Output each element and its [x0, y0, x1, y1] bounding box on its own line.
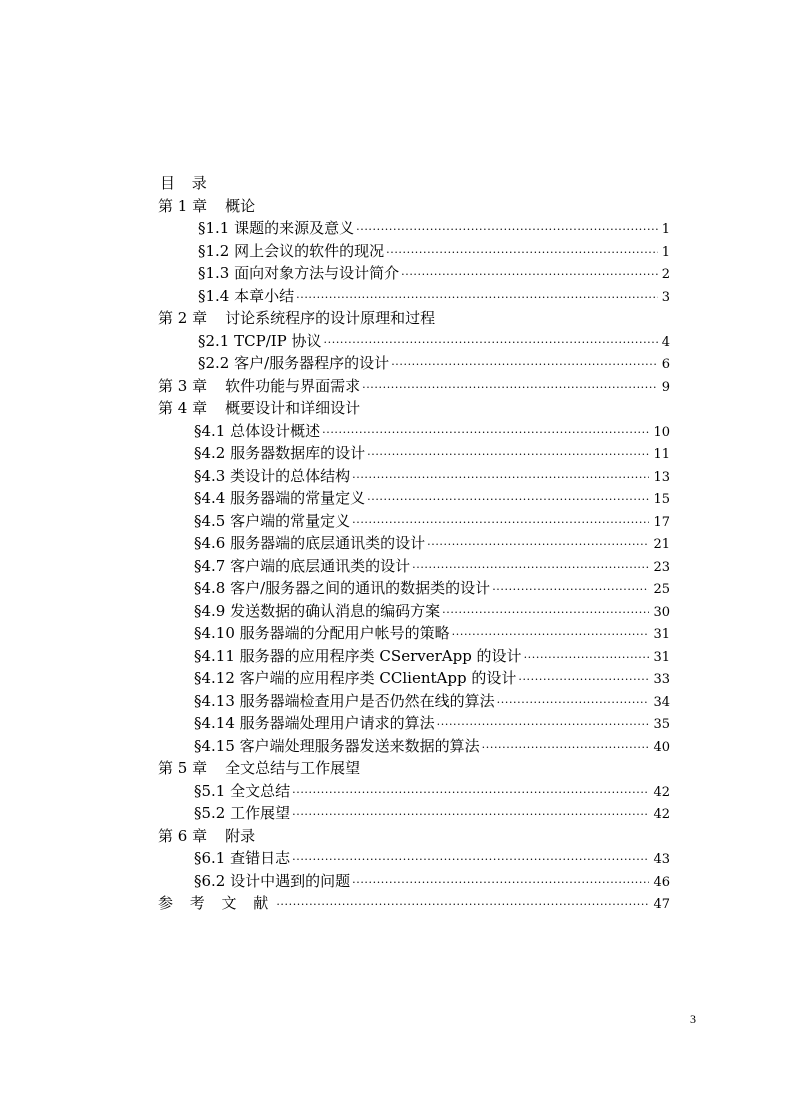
page-number: 3 [690, 1012, 696, 1026]
leader-dots [292, 849, 649, 872]
leader-dots [492, 579, 649, 602]
section-label: §4.4 服务器端的常量定义 [194, 489, 366, 507]
toc-entry [158, 870, 670, 893]
section-label: §4.5 客户端的常量定义 [194, 511, 351, 530]
section-label: §4.14 服务器端处理用户请求的算法 [194, 714, 435, 732]
section-page: 43 [653, 852, 670, 867]
section-label: §4.11 服务器的应用程序类 CServerApp 的设计 [194, 646, 522, 665]
section-label: §4.10 服务器端的分配用户帐号的策略 [194, 624, 450, 642]
chapter-number: 第 3 章 [158, 376, 208, 395]
toc-entry [158, 532, 670, 555]
leader-dots [437, 714, 650, 737]
leader-dots [497, 692, 650, 715]
chapter-number: 第 5 章 [158, 759, 208, 777]
chapter-name: 概要设计和详细设计 [225, 399, 361, 417]
toc-entry [158, 330, 670, 353]
section-label: §4.13 服务器端检查用户是否仍然在线的算法 [194, 691, 495, 710]
toc-entry [158, 690, 670, 713]
section-page: 17 [653, 514, 670, 530]
toc-entry [158, 712, 670, 735]
section-page: 15 [653, 492, 670, 507]
toc-entry [158, 645, 670, 668]
section-label: §5.1 全文总结 [194, 781, 291, 800]
leader-dots [386, 242, 658, 265]
leader-dots [518, 669, 649, 692]
toc-entry [158, 510, 670, 533]
leader-dots [442, 602, 649, 625]
chapter-page: 9 [661, 379, 670, 395]
toc-entry [158, 600, 670, 623]
leader-dots [367, 489, 649, 512]
chapter-name: 附录 [225, 826, 256, 845]
toc-entry [158, 240, 670, 263]
section-label: §2.2 客户/服务器程序的设计 [198, 354, 390, 372]
section-page: 35 [653, 717, 670, 732]
toc-entry [158, 667, 670, 690]
chapter-number: 第 2 章 [158, 309, 208, 327]
references-entry [158, 892, 670, 915]
leader-dots [391, 354, 658, 377]
toc-entry [158, 780, 670, 803]
section-page: 42 [653, 784, 670, 800]
toc-entry [158, 622, 670, 645]
section-label: §2.1 TCP/IP 协议 [198, 331, 322, 350]
section-page: 31 [653, 649, 670, 665]
section-page: 13 [653, 469, 670, 485]
section-label: §4.8 客户/服务器之间的通讯的数据类的设计 [194, 579, 491, 597]
references-page: 47 [653, 897, 670, 912]
section-page: 23 [653, 559, 670, 575]
section-label: §4.2 服务器数据库的设计 [194, 444, 366, 462]
chapter-heading [158, 375, 670, 398]
chapter-number: 第 1 章 [158, 196, 208, 215]
section-label: §6.2 设计中遇到的问题 [194, 871, 351, 890]
section-page: 6 [661, 357, 670, 372]
toc-entry [158, 217, 670, 240]
toc-entry [158, 577, 670, 600]
toc-entry [158, 847, 670, 870]
section-label: §4.12 客户端的应用程序类 CClientApp 的设计 [194, 669, 517, 687]
leader-dots [352, 467, 649, 490]
toc-entry [158, 802, 670, 825]
chapter-heading [158, 757, 670, 780]
section-page: 40 [653, 739, 670, 755]
chapter-heading [158, 397, 670, 420]
leader-dots [367, 444, 649, 467]
chapter-name: 概论 [225, 196, 256, 215]
leader-dots [292, 782, 649, 805]
chapter-name: 软件功能与界面需求 [225, 376, 361, 395]
section-label: §6.1 查错日志 [194, 849, 291, 867]
section-page: 25 [653, 582, 670, 597]
section-page: 1 [661, 244, 670, 260]
chapter-number: 第 4 章 [158, 399, 208, 417]
leader-dots [482, 737, 650, 760]
section-label: §4.3 类设计的总体结构 [194, 466, 351, 485]
references-label: 参 考 文 献 [158, 894, 275, 912]
section-label: §4.7 客户端的底层通讯类的设计 [194, 556, 411, 575]
leader-dots [322, 422, 649, 445]
section-label: §4.15 客户端处理服务器发送来数据的算法 [194, 736, 480, 755]
section-label: §4.1 总体设计概述 [194, 421, 321, 440]
toc-entry [158, 442, 670, 465]
leader-dots [356, 219, 658, 242]
toc-entry [158, 465, 670, 488]
leader-dots [362, 377, 658, 400]
toc-entry [158, 352, 670, 375]
toc-entry [158, 487, 670, 510]
section-label: §1.2 网上会议的软件的现况 [198, 241, 385, 260]
section-label: §1.1 课题的来源及意义 [198, 219, 355, 237]
table-of-contents [158, 172, 670, 915]
toc-entry [158, 735, 670, 758]
chapter-heading [158, 195, 670, 218]
chapter-name: 讨论系统程序的设计原理和过程 [225, 309, 436, 327]
section-page: 11 [653, 447, 670, 462]
leader-dots [352, 872, 649, 895]
leader-dots [276, 894, 649, 917]
leader-dots [292, 804, 649, 827]
toc-title: 目 录 [160, 174, 213, 192]
section-page: 33 [653, 672, 670, 687]
leader-dots [296, 287, 658, 310]
toc-entry [158, 555, 670, 578]
chapter-heading [158, 307, 670, 330]
leader-dots [427, 534, 649, 557]
section-page: 4 [661, 334, 670, 350]
section-label: §4.9 发送数据的确认消息的编码方案 [194, 601, 441, 620]
section-page: 34 [653, 694, 670, 710]
chapter-heading [158, 825, 670, 848]
section-page: 3 [661, 289, 670, 305]
section-page: 10 [653, 424, 670, 440]
leader-dots [412, 557, 649, 580]
section-label: §1.3 面向对象方法与设计简介 [198, 264, 400, 282]
section-page: 1 [661, 222, 670, 237]
section-page: 2 [661, 267, 670, 282]
section-label: §1.4 本章小结 [198, 286, 295, 305]
chapter-name: 全文总结与工作展望 [225, 759, 361, 777]
leader-dots [352, 512, 649, 535]
leader-dots [401, 264, 658, 287]
section-page: 21 [653, 537, 670, 552]
leader-dots [452, 624, 650, 647]
toc-entry [158, 262, 670, 285]
chapter-number: 第 6 章 [158, 826, 208, 845]
section-page: 46 [653, 874, 670, 890]
section-page: 30 [653, 604, 670, 620]
section-label: §4.6 服务器端的底层通讯类的设计 [194, 534, 426, 552]
toc-entry [158, 420, 670, 443]
leader-dots [324, 332, 658, 355]
section-label: §5.2 工作展望 [194, 804, 291, 822]
toc-entry [158, 285, 670, 308]
section-page: 42 [653, 807, 670, 822]
section-page: 31 [653, 627, 670, 642]
leader-dots [524, 647, 650, 670]
